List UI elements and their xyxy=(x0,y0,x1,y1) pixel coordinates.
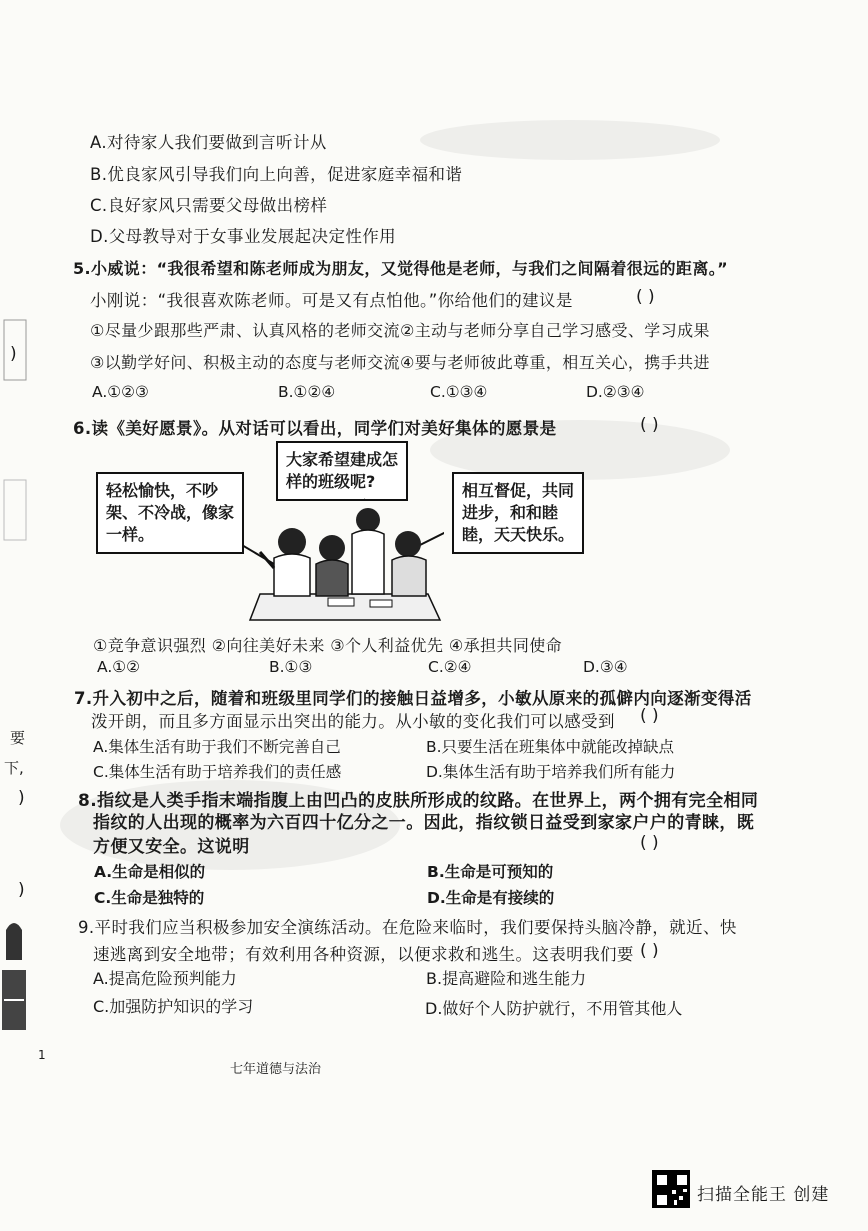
margin-paren: ) xyxy=(18,880,25,900)
scanner-watermark-text: 扫描全能王 创建 xyxy=(697,1185,830,1205)
option-c: C.集体生活有助于培养我们的责任感 xyxy=(93,763,342,781)
option-d: D.生命是有接续的 xyxy=(427,889,555,907)
question-5-stem-2: 小刚说：“我很喜欢陈老师。可是又有点怕他。”你给他们的建议是 xyxy=(90,291,573,310)
question-9-stem-2: 速逃离到安全地带；有效利用各种资源，以便求救和逃生。这表明我们要 xyxy=(93,945,634,964)
speech-bubble-left: 轻松愉快，不吵架、不冷战，像家一样。 xyxy=(96,472,244,554)
answer-paren: ( ) xyxy=(636,287,655,307)
option-a: A.生命是相似的 xyxy=(94,863,206,881)
question-8-stem: 8.指纹是人类手指末端指腹上由凹凸的皮肤所形成的纹路。在世界上，两个拥有完全相同 xyxy=(78,791,759,811)
option-d: D.集体生活有助于培养我们所有能力 xyxy=(426,763,676,781)
option-a: A.集体生活有助于我们不断完善自己 xyxy=(93,738,341,756)
option-d: D.做好个人防护就行，不用管其他人 xyxy=(425,999,683,1018)
answer-paren: ( ) xyxy=(640,941,659,961)
option-b: B.提高避险和逃生能力 xyxy=(426,969,587,988)
option-b: B.生命是可预知的 xyxy=(427,863,554,881)
statement-line: ①尽量少跟那些严肃、认真风格的老师交流②主动与老师分享自己学习感受、学习成果 xyxy=(90,321,710,340)
students-discussion-illustration xyxy=(244,498,444,630)
speech-bubble-top: 大家希望建成怎样的班级呢? xyxy=(276,441,408,501)
speech-bubble-right: 相互督促，共同进步，和和睦睦，天天快乐。 xyxy=(452,472,584,554)
question-9-stem: 9.平时我们应当积极参加安全演练活动。在危险来临时，我们要保持头脑冷静，就近、快 xyxy=(78,918,737,937)
option-a: A.提高危险预判能力 xyxy=(93,969,237,988)
option-c: C.②④ xyxy=(428,658,472,676)
margin-mark: 下, xyxy=(4,759,24,777)
option-b: B.优良家风引导我们向上向善，促进家庭幸福和谐 xyxy=(90,165,463,184)
option-a: A.①②③ xyxy=(92,383,149,401)
margin-paren: ) xyxy=(10,344,17,364)
margin-decoration xyxy=(0,0,32,1227)
question-6-stem: 6.读《美好愿景》。从对话可以看出，同学们对美好集体的愿景是 xyxy=(73,419,557,438)
page-number: 1 xyxy=(38,1048,46,1062)
question-7-stem: 7.升入初中之后，随着和班级里同学们的接触日益增多，小敏从原来的孤僻内向逐渐变得活 xyxy=(74,689,752,708)
answer-paren: ( ) xyxy=(640,706,659,726)
answer-paren: ( ) xyxy=(640,415,659,435)
option-d: D.父母教导对于女事业发展起决定性作用 xyxy=(90,227,397,246)
question-5-stem: 5.小威说：“我很希望和陈老师成为朋友，又觉得他是老师，与我们之间隔着很远的距离。” xyxy=(73,259,729,278)
question-8-stem-3: 方便又安全。这说明 xyxy=(93,837,250,857)
statement-line: ①竞争意识强烈 ②向往美好未来 ③个人利益优先 ④承担共同使命 xyxy=(93,636,563,655)
qr-code-icon xyxy=(652,1170,690,1208)
option-a: A.对待家人我们要做到言听计从 xyxy=(90,133,327,152)
question-8-stem-2: 指纹的人出现的概率为六百四十亿分之一。因此，指纹锁日益受到家家户户的青睐，既 xyxy=(93,813,755,833)
question-7-stem-2: 泼开朗，而且多方面显示出突出的能力。从小敏的变化我们可以感受到 xyxy=(91,712,615,731)
margin-paren: ) xyxy=(18,788,25,808)
subject-title: 七年道德与法治 xyxy=(230,1062,322,1077)
option-c: C.①③④ xyxy=(430,383,488,401)
option-c: C.加强防护知识的学习 xyxy=(93,997,254,1016)
option-d: D.③④ xyxy=(583,658,628,676)
option-b: B.只要生活在班集体中就能改掉缺点 xyxy=(426,738,675,756)
option-c: C.良好家风只需要父母做出榜样 xyxy=(90,196,328,215)
option-a: A.①② xyxy=(97,658,141,676)
option-d: D.②③④ xyxy=(586,383,645,401)
margin-mark: 要 xyxy=(10,729,26,747)
left-margin-strip xyxy=(0,0,32,1227)
answer-paren: ( ) xyxy=(640,833,659,853)
statement-line: ③以勤学好问、积极主动的态度与老师交流④要与老师彼此尊重，相互关心，携手共进 xyxy=(90,353,710,372)
option-b: B.①③ xyxy=(269,658,313,676)
option-c: C.生命是独特的 xyxy=(94,889,205,907)
option-b: B.①②④ xyxy=(278,383,336,401)
bleed-through-smudge xyxy=(420,120,720,160)
